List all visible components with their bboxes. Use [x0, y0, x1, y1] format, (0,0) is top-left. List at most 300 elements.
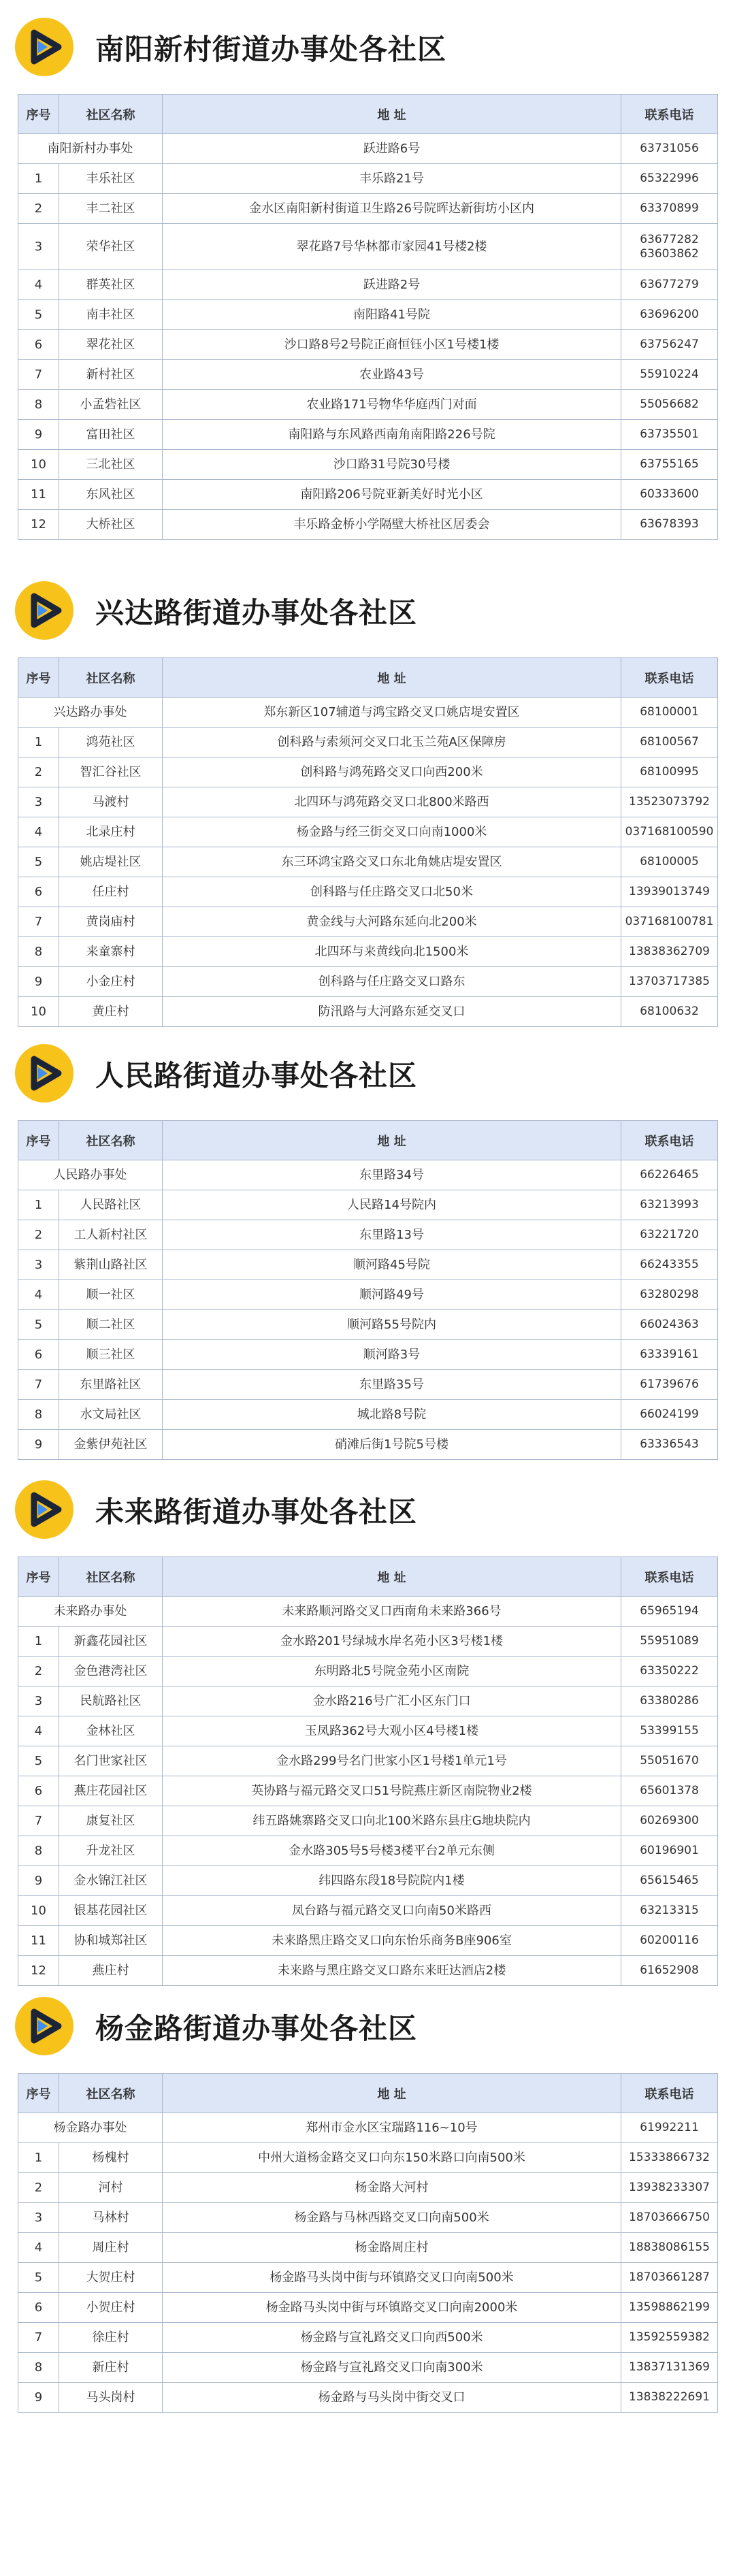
- row-phone: 13598862199: [629, 2300, 710, 2314]
- row-community-name: 顺一社区: [59, 1280, 163, 1310]
- table-row: [18, 1657, 718, 1686]
- row-community-name: 来童寨村: [59, 937, 163, 967]
- row-seq: 10: [18, 450, 59, 480]
- row-phone: 65601378: [640, 1784, 699, 1797]
- section-title: 兴达路街道办事处各社区: [95, 596, 418, 630]
- table-row: [18, 2143, 718, 2173]
- office-row: [18, 2113, 718, 2143]
- row-phone: 60333600: [640, 487, 699, 501]
- row-community-name: 南丰社区: [59, 300, 163, 330]
- row-phone: 53399155: [640, 1724, 699, 1738]
- office-address: 跃进路6号: [163, 134, 621, 164]
- table-row: [18, 1220, 718, 1250]
- row-phone: 63735501: [640, 427, 699, 441]
- table-row: [18, 1400, 718, 1430]
- row-phone: 55056682: [640, 397, 699, 411]
- table-header-row: [18, 2074, 718, 2113]
- row-seq: 4: [18, 270, 59, 300]
- row-phone: 18703661287: [629, 2270, 710, 2284]
- row-phone: 68100567: [640, 735, 699, 749]
- row-community-name: 金色港湾社区: [59, 1657, 163, 1686]
- table-row: [18, 224, 718, 270]
- row-phone-cell: [621, 164, 718, 194]
- table-row: [18, 450, 718, 480]
- office-name: 杨金路办事处: [18, 2113, 163, 2143]
- row-phone-cell: [621, 510, 718, 540]
- row-phone-cell: [621, 1657, 718, 1686]
- row-phone-cell: [621, 847, 718, 877]
- row-seq: 6: [18, 1340, 59, 1370]
- table-row: [18, 1430, 718, 1460]
- row-community-name: 金水锦江社区: [59, 1866, 163, 1896]
- row-seq: 12: [18, 510, 59, 540]
- row-community-name: 群英社区: [59, 270, 163, 300]
- row-phone: 66024199: [640, 1407, 699, 1421]
- district-section-5: [0, 1979, 735, 2404]
- table-row: [18, 1370, 718, 1400]
- table-row: [18, 1627, 718, 1657]
- row-phone-cell: [621, 2383, 718, 2413]
- row-address: 防汛路与大河路东延交叉口: [163, 997, 621, 1027]
- table-row: [18, 2323, 718, 2353]
- office-phone: 66226465: [621, 1160, 718, 1190]
- row-address: 城北路8号院: [163, 1400, 621, 1430]
- row-phone: 68100995: [640, 765, 699, 779]
- play-badge-icon: [14, 1995, 75, 2057]
- row-phone-cell: [621, 1250, 718, 1280]
- row-seq: 8: [18, 390, 59, 420]
- table-row: [18, 937, 718, 967]
- row-phone: 61652908: [640, 1963, 699, 1977]
- row-phone-cell: [621, 2263, 718, 2293]
- row-address: 英协路与福元路交叉口51号院燕庄新区南院物业2楼: [163, 1776, 621, 1806]
- row-address: 金水区南阳新村街道卫生路26号院晖达新街坊小区内: [163, 194, 621, 224]
- section-header: [0, 1979, 735, 2061]
- row-address: 凤台路与福元路交叉口向南50米路西: [163, 1896, 621, 1926]
- row-seq: 9: [18, 967, 59, 997]
- row-seq: 2: [18, 194, 59, 224]
- row-seq: 4: [18, 1716, 59, 1746]
- row-seq: 8: [18, 1400, 59, 1430]
- office-phone: 61992211: [621, 2113, 718, 2143]
- row-address: 玉凤路362号大观小区4号楼1楼: [163, 1716, 621, 1746]
- row-phone-cell: [621, 1627, 718, 1657]
- table-row: [18, 300, 718, 330]
- row-address: 顺河路45号院: [163, 1250, 621, 1280]
- row-phone: 13838222691: [629, 2390, 710, 2404]
- header-seq: 序号: [18, 1121, 59, 1160]
- row-address: 创科路与任庄路交叉口路东: [163, 967, 621, 997]
- table-row: [18, 2383, 718, 2413]
- row-address: 杨金路马头岗中街与环镇路交叉口向南500米: [163, 2263, 621, 2293]
- community-table: [18, 94, 718, 540]
- row-address: 农业路171号物华华庭西门对面: [163, 390, 621, 420]
- section-title: 杨金路街道办事处各社区: [95, 2012, 418, 2045]
- office-name: 未来路办事处: [18, 1597, 163, 1627]
- row-phone-cell: [621, 907, 718, 937]
- play-badge-icon: [14, 1043, 75, 1104]
- row-phone: 63677279: [640, 278, 699, 291]
- row-phone-cell: [621, 997, 718, 1027]
- row-community-name: 大桥社区: [59, 510, 163, 540]
- row-address: 杨金路马头岗中街与环镇路交叉口向南2000米: [163, 2293, 621, 2323]
- table-row: [18, 1340, 718, 1370]
- table-row: [18, 757, 718, 787]
- header-name: 社区名称: [59, 95, 163, 134]
- row-phone: 63213993: [640, 1198, 699, 1211]
- row-phone-cell: [621, 967, 718, 997]
- table-row: [18, 1836, 718, 1866]
- row-community-name: 工人新村社区: [59, 1220, 163, 1250]
- row-address: 未来路黑庄路交叉口向东怡乐商务B座906室: [163, 1926, 621, 1956]
- table-row: [18, 1190, 718, 1220]
- row-phone-cell: [621, 2173, 718, 2203]
- row-phone: 63696200: [640, 308, 699, 321]
- office-name: 人民路办事处: [18, 1160, 163, 1190]
- row-phone-cell: [621, 787, 718, 817]
- row-address: 纬四路东段18号院院内1楼: [163, 1866, 621, 1896]
- row-phone: 65615465: [640, 1874, 699, 1887]
- row-phone: 18703666750: [629, 2211, 710, 2224]
- row-address: 未来路与黑庄路交叉口路东来旺达酒店2楼: [163, 1956, 621, 1986]
- table-row: [18, 2233, 718, 2263]
- header-seq: 序号: [18, 2074, 59, 2113]
- header-seq: 序号: [18, 658, 59, 698]
- row-phone: 15333866732: [629, 2151, 710, 2164]
- row-address: 硝滩后街1号院5号楼: [163, 1430, 621, 1460]
- row-community-name: 燕庄村: [59, 1956, 163, 1986]
- table-row: [18, 1806, 718, 1836]
- table-row: [18, 1250, 718, 1280]
- table-header-row: [18, 95, 718, 134]
- row-community-name: 顺三社区: [59, 1340, 163, 1370]
- row-address: 杨金路与经三街交叉口向南1000米: [163, 817, 621, 847]
- row-seq: 9: [18, 1430, 59, 1460]
- row-seq: 11: [18, 1926, 59, 1956]
- row-phone: 65322996: [640, 172, 699, 185]
- row-seq: 3: [18, 2203, 59, 2233]
- office-row: [18, 1597, 718, 1627]
- row-address: 杨金路与马头岗中街交叉口: [163, 2383, 621, 2413]
- header-phone: 联系电话: [621, 1121, 718, 1160]
- row-community-name: 周庄村: [59, 2233, 163, 2263]
- section-header: [0, 564, 735, 645]
- row-seq: 1: [18, 1627, 59, 1657]
- table-row: [18, 728, 718, 757]
- row-address: 南阳路41号院: [163, 300, 621, 330]
- row-address: 北四环与鸿苑路交叉口北800米路西: [163, 787, 621, 817]
- row-community-name: 荣华社区: [59, 224, 163, 270]
- table-row: [18, 194, 718, 224]
- section-title: 人民路街道办事处各社区: [95, 1059, 418, 1092]
- table-row: [18, 2203, 718, 2233]
- table-row: [18, 967, 718, 997]
- section-header: [0, 0, 735, 82]
- row-phone: 63380286: [640, 1694, 699, 1708]
- header-seq: 序号: [18, 1557, 59, 1597]
- row-seq: 5: [18, 847, 59, 877]
- row-phone: 60196901: [640, 1844, 699, 1857]
- row-phone-cell: [621, 1280, 718, 1310]
- office-phone: 63731056: [621, 134, 718, 164]
- row-seq: 6: [18, 2293, 59, 2323]
- office-row: [18, 698, 718, 728]
- row-phone: 037168100590: [625, 825, 714, 838]
- community-table: [18, 1556, 718, 1986]
- office-address: 郑州市金水区宝瑞路116~10号: [163, 2113, 621, 2143]
- row-address: 南阳路与东风路西南角南阳路226号院: [163, 420, 621, 450]
- row-seq: 3: [18, 224, 59, 270]
- row-community-name: 马头岗村: [59, 2383, 163, 2413]
- row-phone-cell: [621, 330, 718, 360]
- row-address: 沙口路8号2号院正商恒钰小区1号楼1楼: [163, 330, 621, 360]
- row-seq: 8: [18, 937, 59, 967]
- district-section-4: [0, 1463, 735, 1978]
- row-phone: 55910224: [640, 368, 699, 381]
- row-address: 金水路216号广汇小区东门口: [163, 1686, 621, 1716]
- section-title: 未来路街道办事处各社区: [95, 1495, 418, 1529]
- row-phone-cell: [621, 300, 718, 330]
- table-row: [18, 1686, 718, 1716]
- row-seq: 4: [18, 1280, 59, 1310]
- row-phone-cell: [621, 877, 718, 907]
- row-phone: 66024363: [640, 1318, 699, 1331]
- row-seq: 9: [18, 420, 59, 450]
- row-address: 丰乐路金桥小学隔壁大桥社区居委会: [163, 510, 621, 540]
- row-address: 金水路305号5号楼3楼平台2单元东侧: [163, 1836, 621, 1866]
- row-phone-cell: [621, 2143, 718, 2173]
- table-row: [18, 2263, 718, 2293]
- row-phone-cell: [621, 1430, 718, 1460]
- row-address: 东里路35号: [163, 1370, 621, 1400]
- row-phone-cell: [621, 480, 718, 510]
- row-community-name: 新庄村: [59, 2353, 163, 2383]
- row-phone-cell: [621, 817, 718, 847]
- row-community-name: 智汇谷社区: [59, 757, 163, 787]
- table-row: [18, 480, 718, 510]
- row-address: 创科路与索须河交叉口北玉兰苑A区保障房: [163, 728, 621, 757]
- table-row: [18, 1280, 718, 1310]
- table-row: [18, 420, 718, 450]
- play-badge-icon: [14, 1479, 75, 1540]
- row-phone-cell: [621, 1896, 718, 1926]
- row-phone-cell: [621, 937, 718, 967]
- row-phone-cell: [621, 728, 718, 757]
- row-community-name: 水文局社区: [59, 1400, 163, 1430]
- row-address: 创科路与鸿苑路交叉口向西200米: [163, 757, 621, 787]
- row-address: 人民路14号院内: [163, 1190, 621, 1220]
- table-row: [18, 907, 718, 937]
- section-header: [0, 1026, 735, 1108]
- row-phone-cell: [621, 1866, 718, 1896]
- header-name: 社区名称: [59, 1121, 163, 1160]
- row-phone: 60269300: [640, 1814, 699, 1827]
- row-phone: 13838362709: [629, 945, 710, 958]
- community-table: [18, 2073, 718, 2413]
- row-seq: 7: [18, 1806, 59, 1836]
- row-address: 沙口路31号院30号楼: [163, 450, 621, 480]
- row-seq: 7: [18, 1370, 59, 1400]
- community-table: [18, 657, 718, 1027]
- row-seq: 9: [18, 2383, 59, 2413]
- row-community-name: 翠花社区: [59, 330, 163, 360]
- office-phone: 68100001: [621, 698, 718, 728]
- header-phone: 联系电话: [621, 658, 718, 698]
- row-phone: 13939013749: [629, 885, 710, 898]
- row-community-name: 丰乐社区: [59, 164, 163, 194]
- row-address: 创科路与任庄路交叉口北50米: [163, 877, 621, 907]
- table-row: [18, 1926, 718, 1956]
- row-phone-cell: [621, 1400, 718, 1430]
- row-phone: 63755165: [640, 457, 699, 471]
- row-phone-cell: [621, 2293, 718, 2323]
- row-phone-cell: [621, 1926, 718, 1956]
- row-address: 丰乐路21号: [163, 164, 621, 194]
- row-phone: 63677282: [640, 232, 699, 246]
- row-seq: 5: [18, 300, 59, 330]
- row-seq: 10: [18, 1896, 59, 1926]
- row-community-name: 紫荆山路社区: [59, 1250, 163, 1280]
- row-seq: 8: [18, 2353, 59, 2383]
- table-row: [18, 787, 718, 817]
- row-address: 北四环与来黄线向北1500米: [163, 937, 621, 967]
- row-seq: 7: [18, 907, 59, 937]
- row-phone: 61739676: [640, 1377, 699, 1391]
- row-phone: 68100632: [640, 1005, 699, 1018]
- row-phone-cell: [621, 360, 718, 390]
- header-phone: 联系电话: [621, 2074, 718, 2113]
- section-header: [0, 1463, 735, 1544]
- row-address: 金水路299号名门世家小区1号楼1单元1号: [163, 1746, 621, 1776]
- row-phone: 63221720: [640, 1228, 699, 1241]
- header-address: 地 址: [163, 95, 621, 134]
- row-phone-cell: [621, 1836, 718, 1866]
- row-phone: 55051670: [640, 1754, 699, 1767]
- row-seq: 6: [18, 330, 59, 360]
- row-phone-cell: [621, 1370, 718, 1400]
- table-row: [18, 510, 718, 540]
- row-phone-cell: [621, 1220, 718, 1250]
- row-seq: 9: [18, 1866, 59, 1896]
- row-address: 东明路北5号院金苑小区南院: [163, 1657, 621, 1686]
- row-phone: 63678393: [640, 517, 699, 531]
- row-seq: 2: [18, 1657, 59, 1686]
- header-name: 社区名称: [59, 658, 163, 698]
- row-address: 南阳路206号院亚新美好时光小区: [163, 480, 621, 510]
- row-phone: 13703717385: [629, 975, 710, 988]
- table-row: [18, 1310, 718, 1340]
- row-seq: 5: [18, 1310, 59, 1340]
- row-community-name: 马渡村: [59, 787, 163, 817]
- row-address: 金水路201号绿城水岸名苑小区3号楼1楼: [163, 1627, 621, 1657]
- header-name: 社区名称: [59, 2074, 163, 2113]
- play-badge-icon: [14, 16, 75, 78]
- row-address: 纬五路姚寨路交叉口向北100米路东县庄G地块院内: [163, 1806, 621, 1836]
- row-phone-cell: [621, 1746, 718, 1776]
- row-community-name: 新鑫花园社区: [59, 1627, 163, 1657]
- row-community-name: 东风社区: [59, 480, 163, 510]
- row-seq: 3: [18, 1250, 59, 1280]
- row-seq: 3: [18, 787, 59, 817]
- row-community-name: 顺二社区: [59, 1310, 163, 1340]
- community-table: [18, 1120, 718, 1460]
- table-row: [18, 390, 718, 420]
- table-row: [18, 817, 718, 847]
- table-header-row: [18, 1121, 718, 1160]
- row-seq: 1: [18, 164, 59, 194]
- row-seq: 3: [18, 1686, 59, 1716]
- row-phone-cell: [621, 1190, 718, 1220]
- header-address: 地 址: [163, 658, 621, 698]
- row-seq: 8: [18, 1836, 59, 1866]
- row-phone: 63756247: [640, 338, 699, 351]
- row-address: 顺河路49号: [163, 1280, 621, 1310]
- row-phone: 13523073792: [629, 795, 710, 809]
- table-row: [18, 360, 718, 390]
- row-phone-cell: [621, 1340, 718, 1370]
- row-phone-cell: [621, 1716, 718, 1746]
- row-phone-cell: [621, 450, 718, 480]
- office-phone: 65965194: [621, 1597, 718, 1627]
- table-row: [18, 997, 718, 1027]
- row-seq: 2: [18, 2173, 59, 2203]
- row-phone-cell: [621, 270, 718, 300]
- row-phone: 13938233307: [629, 2181, 710, 2194]
- row-phone: 037168100781: [625, 915, 714, 928]
- row-address: 跃进路2号: [163, 270, 621, 300]
- row-community-name: 黄岗庙村: [59, 907, 163, 937]
- row-phone: 55951089: [640, 1634, 699, 1648]
- row-phone: 63350222: [640, 1664, 699, 1678]
- row-community-name: 康复社区: [59, 1806, 163, 1836]
- row-phone: 63280298: [640, 1288, 699, 1301]
- row-phone: 63370899: [640, 201, 699, 215]
- row-phone: 18838086155: [629, 2240, 710, 2254]
- row-community-name: 任庄村: [59, 877, 163, 907]
- row-community-name: 小贺庄村: [59, 2293, 163, 2323]
- table-row: [18, 2173, 718, 2203]
- row-seq: 1: [18, 728, 59, 757]
- row-phone: 13592559382: [629, 2330, 710, 2344]
- row-address: 杨金路与宣礼路交叉口向西500米: [163, 2323, 621, 2353]
- header-name: 社区名称: [59, 1557, 163, 1597]
- row-community-name: 金林社区: [59, 1716, 163, 1746]
- row-address: 杨金路与马林西路交叉口向南500米: [163, 2203, 621, 2233]
- row-phone: 13837131369: [629, 2360, 710, 2374]
- row-seq: 2: [18, 757, 59, 787]
- table-header-row: [18, 1557, 718, 1597]
- header-seq: 序号: [18, 95, 59, 134]
- row-community-name: 丰二社区: [59, 194, 163, 224]
- office-address: 未来路顺河路交叉口西南角未来路366号: [163, 1597, 621, 1627]
- row-seq: 2: [18, 1220, 59, 1250]
- row-phone-cell: [621, 2353, 718, 2383]
- table-header-row: [18, 658, 718, 698]
- district-section-2: [0, 564, 735, 1019]
- row-community-name: 新村社区: [59, 360, 163, 390]
- table-row: [18, 2293, 718, 2323]
- row-phone: 68100005: [640, 855, 699, 868]
- district-section-3: [0, 1026, 735, 1452]
- row-seq: 10: [18, 997, 59, 1027]
- row-phone-cell: [621, 757, 718, 787]
- table-row: [18, 847, 718, 877]
- table-row: [18, 1716, 718, 1746]
- row-seq: 4: [18, 817, 59, 847]
- row-phone-cell: [621, 1310, 718, 1340]
- row-community-name: 杨槐村: [59, 2143, 163, 2173]
- row-phone-cell: [621, 224, 718, 270]
